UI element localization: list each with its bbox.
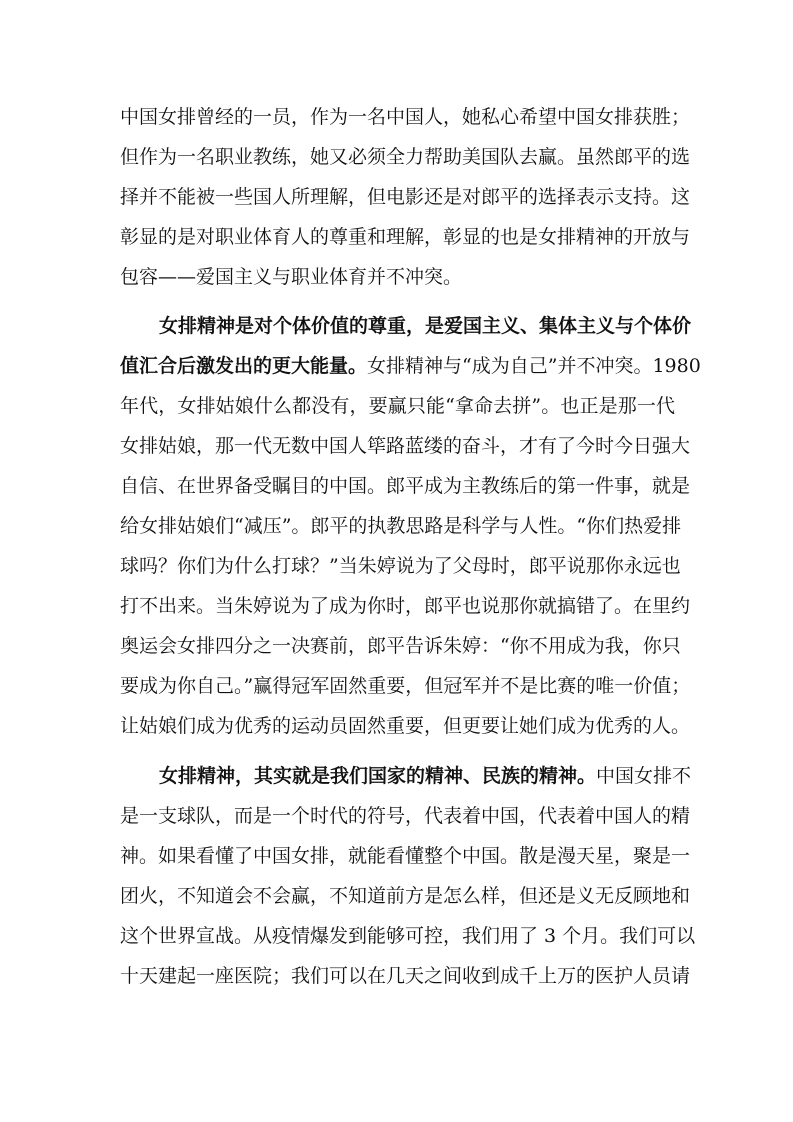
text-segment: 打不出来。当朱婷说为了成为你时，郎平也说那你就搞错了。在里约 bbox=[120, 595, 691, 617]
text-line bbox=[120, 102, 691, 132]
text-line bbox=[120, 801, 691, 831]
bold-lead-segment: 值汇合后激发出的更大能量。 bbox=[120, 355, 368, 377]
text-segment: 女排精神与“成为自己”并不冲突。1980 bbox=[367, 355, 701, 377]
text-segment: 让姑娘们成为优秀的运动员固然重要，但更要让她们成为优秀的人。 bbox=[120, 715, 691, 737]
text-line bbox=[159, 311, 692, 341]
text-segment: 球吗？你们为什么打球？”当朱婷说为了父母时，郎平说那你永远也 bbox=[120, 555, 681, 577]
text-segment: 给女排姑娘们“减压”。郎平的执教思路是科学与人性。“你们热爱排 bbox=[120, 515, 682, 537]
text-segment: 年代，女排姑娘什么都没有，要赢只能“拿命去拼”。也正是那一代 bbox=[120, 395, 675, 417]
text-line bbox=[120, 182, 691, 212]
text-line bbox=[120, 511, 682, 541]
text-line bbox=[120, 961, 691, 991]
text-segment: 女排姑娘，那一代无数中国人筚路蓝缕的奋斗，才有了今时今日强大 bbox=[120, 435, 691, 457]
text-segment: 包容——爱国主义与职业体育并不冲突。 bbox=[120, 266, 463, 288]
text-line bbox=[120, 351, 701, 381]
text-line bbox=[120, 391, 675, 421]
text-segment: 要成为你自己。”赢得冠军固然重要，但冠军并不是比赛的唯一价值； bbox=[120, 675, 691, 697]
text-segment: 择并不能被一些国人所理解，但电影还是对郎平的选择表示支持。这 bbox=[120, 186, 691, 208]
text-line bbox=[120, 471, 691, 501]
text-segment: 神。如果看懂了中国女排，就能看懂整个中国。散是漫天星，聚是一 bbox=[120, 845, 691, 867]
text-line bbox=[120, 631, 681, 661]
text-line bbox=[120, 431, 691, 461]
text-line bbox=[120, 262, 675, 292]
text-segment: 彰显的是对职业体育人的尊重和理解，彰显的也是女排精神的开放与 bbox=[120, 226, 691, 248]
text-line bbox=[120, 591, 691, 621]
text-line bbox=[120, 671, 691, 701]
text-segment: 这个世界宣战。从疫情爆发到能够可控，我们用了 3 个月。我们可以 bbox=[120, 925, 696, 947]
text-line bbox=[159, 761, 692, 791]
text-line bbox=[120, 711, 691, 741]
text-segment: 中国女排曾经的一员，作为一名中国人，她私心希望中国女排获胜； bbox=[120, 106, 691, 128]
text-segment: 中国女排不 bbox=[596, 765, 692, 787]
text-line bbox=[120, 881, 691, 911]
text-line bbox=[120, 142, 691, 172]
text-line bbox=[120, 551, 681, 581]
bold-lead-segment: 女排精神，其实就是我们国家的精神、民族的精神。 bbox=[159, 765, 597, 787]
text-segment: 十天建起一座医院；我们可以在几天之间收到成千上万的医护人员请 bbox=[120, 965, 691, 987]
text-segment: 自信、在世界备受瞩目的中国。郎平成为主教练后的第一件事，就是 bbox=[120, 475, 691, 497]
text-line bbox=[120, 222, 691, 252]
bold-lead-segment: 女排精神是对个体价值的尊重，是爱国主义、集体主义与个体价 bbox=[159, 315, 692, 337]
text-segment: 但作为一名职业教练，她又必须全力帮助美国队去赢。虽然郎平的选 bbox=[120, 146, 691, 168]
text-segment: 奥运会女排四分之一决赛前，郎平告诉朱婷：“你不用成为我，你只 bbox=[120, 635, 681, 657]
text-line bbox=[120, 841, 691, 871]
text-segment: 是一支球队，而是一个时代的符号，代表着中国，代表着中国人的精 bbox=[120, 805, 691, 827]
text-segment: 团火，不知道会不会赢，不知道前方是怎么样，但还是义无反顾地和 bbox=[120, 885, 691, 907]
text-line bbox=[120, 921, 696, 951]
